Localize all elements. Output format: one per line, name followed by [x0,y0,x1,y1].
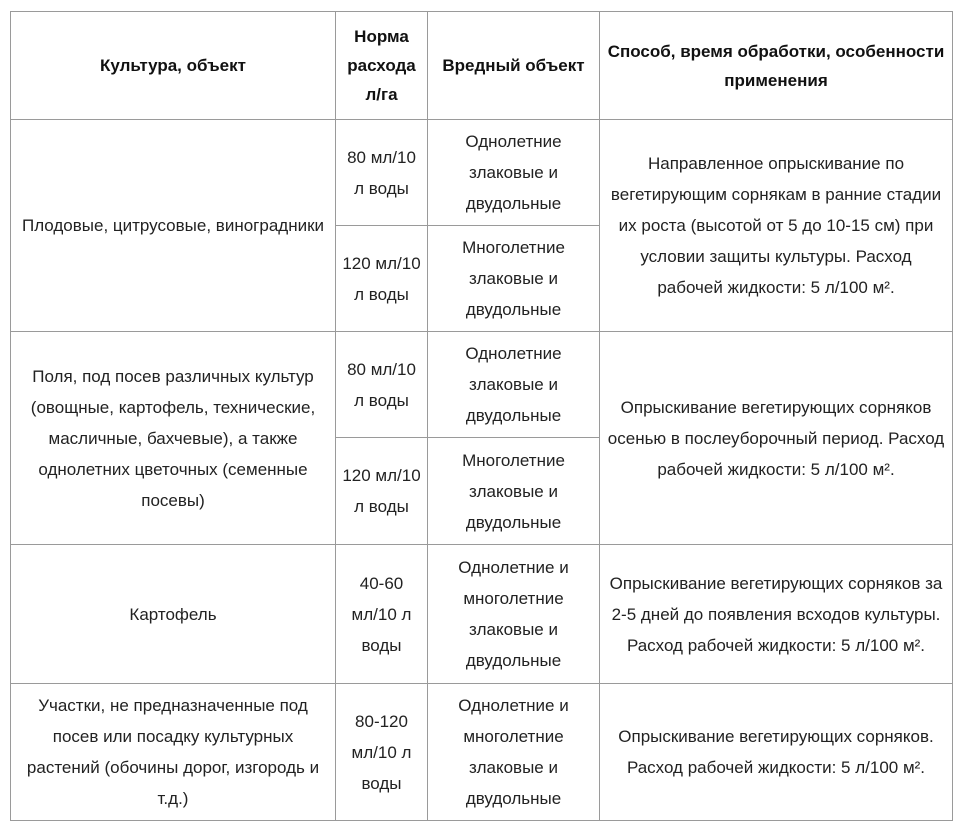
table-row [11,545,953,684]
crop-cell: Поля, под посев различных культур (овощные, картофель, технические, масличные, бахчевые), а также однолетних цветочных (семенные посевы) [11,332,336,545]
header-pest: Вредный объект [428,12,600,120]
rate-cell: 120 мл/10 л воды [336,438,428,545]
pest-cell: Однолетние злаковые и двудольные [428,332,600,438]
method-cell: Опрыскивание вегетирующих сорняков осенью в послеуборочный период. Расход рабочей жидкости: 5 л/100 м². [600,332,953,545]
method-cell: Опрыскивание вегетирующих сорняков за 2-5 дней до появления всходов культуры. Расход рабочей жидкости: 5 л/100 м². [600,545,953,684]
header-crop: Культура, объект [11,12,336,120]
pest-cell: Многолетние злаковые и двудольные [428,226,600,332]
table-row [11,120,953,226]
table-row [11,332,953,438]
rate-cell: 120 мл/10 л воды [336,226,428,332]
table-header-row [11,12,953,120]
pest-cell: Многолетние злаковые и двудольные [428,438,600,545]
pest-cell: Однолетние и многолетние злаковые и двудольные [428,545,600,684]
rate-cell: 80-120 мл/10 л воды [336,684,428,821]
method-cell: Опрыскивание вегетирующих сорняков. Расход рабочей жидкости: 5 л/100 м². [600,684,953,821]
pest-cell: Однолетние и многолетние злаковые и двудольные [428,684,600,821]
table-row [11,684,953,821]
crop-cell: Картофель [11,545,336,684]
herbicide-usage-table [10,11,953,821]
crop-cell: Участки, не предназначенные под посев или посадку культурных растений (обочины дорог, изгородь и т.д.) [11,684,336,821]
rate-cell: 80 мл/10 л воды [336,332,428,438]
crop-cell: Плодовые, цитрусовые, виноградники [11,120,336,332]
header-rate: Норма расхода л/га [336,12,428,120]
header-method: Способ, время обработки, особенности применения [600,12,953,120]
rate-cell: 40-60 мл/10 л воды [336,545,428,684]
rate-cell: 80 мл/10 л воды [336,120,428,226]
method-cell: Направленное опрыскивание по вегетирующим сорнякам в ранние стадии их роста (высотой от 5 до 10-15 см) при условии защиты культуры. Расход рабочей жидкости: 5 л/100 м². [600,120,953,332]
pest-cell: Однолетние злаковые и двудольные [428,120,600,226]
